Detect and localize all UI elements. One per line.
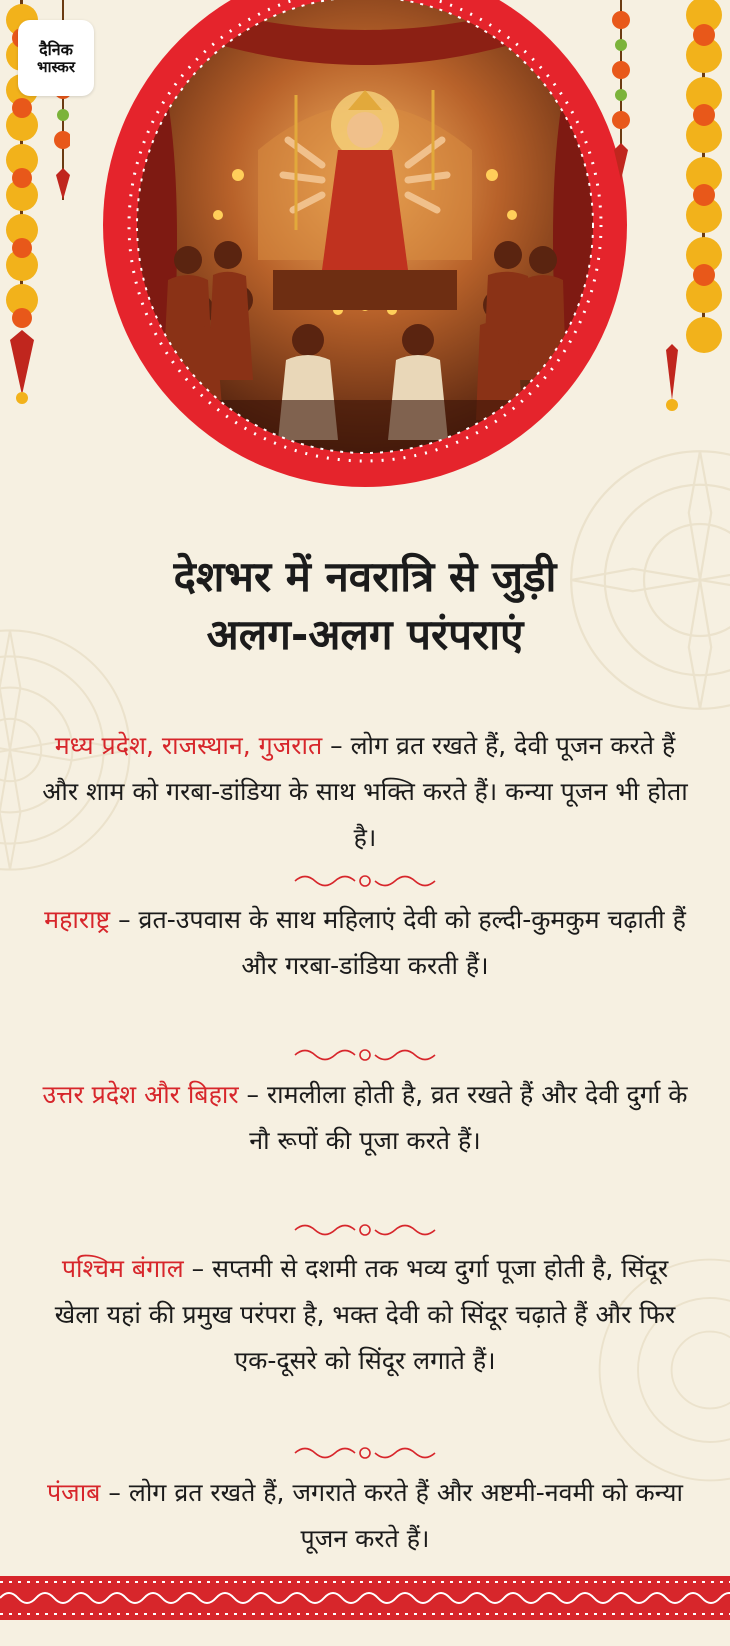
region-name: पश्चिम बंगाल (61, 1254, 184, 1283)
tradition-text: – व्रत-उपवास के साथ महिलाएं देवी को हल्दी-कुमकुम चढ़ाती हैं और गरबा-डांडिया करती हैं। (118, 905, 686, 980)
ornamental-divider (290, 870, 440, 892)
logo-line-1: दैनिक (39, 39, 73, 59)
tradition-section (40, 1246, 690, 1384)
logo-line-2: भास्कर (37, 57, 75, 76)
dainik-bhaskar-logo (18, 20, 94, 96)
tradition-text: – लोग व्रत रखते हैं, देवी पूजन करते हैं और शाम को गरबा-डांडिया के साथ भक्ति करते हैं। कन्या पूजन भी होता है। (42, 731, 688, 852)
bottom-decorative-band (0, 1576, 730, 1620)
page-title (0, 548, 730, 664)
tradition-section (40, 723, 690, 861)
marigold-garland-right (606, 0, 730, 420)
tradition-section (40, 897, 690, 989)
tradition-text: – लोग व्रत रखते हैं, जगराते करते हैं और अष्टमी-नवमी को कन्या पूजन करते हैं। (108, 1478, 684, 1553)
page-title-line-2: अलग-अलग परंपराएं (206, 610, 524, 659)
ornamental-divider (290, 1044, 440, 1066)
page-title-line-1: देशभर में नवरात्रि से जुड़ी (173, 552, 557, 601)
tradition-text: – सप्तमी से दशमी तक भव्य दुर्गा पूजा होती है, सिंदूर खेला यहां की प्रमुख परंपरा है, भक्त देवी को सिंदूर चढ़ाते हैं और फिर एक-दूसरे को सिंदूर लगाते हैं। (54, 1254, 676, 1375)
tradition-section (40, 1072, 690, 1164)
tradition-text: – रामलीला होती है, व्रत रखते हैं और देवी दुर्गा के नौ रूपों की पूजा करते हैं। (246, 1080, 688, 1155)
ornamental-divider (290, 1442, 440, 1464)
tradition-section (40, 1470, 690, 1562)
region-name: पंजाब (46, 1478, 101, 1507)
region-name: महाराष्ट्र (44, 905, 111, 934)
ornamental-divider (290, 1219, 440, 1241)
bottom-band-pattern (0, 1576, 730, 1620)
region-name: उत्तर प्रदेश और बिहार (42, 1080, 239, 1109)
region-name: मध्य प्रदेश, राजस्थान, गुजरात (54, 731, 323, 760)
durga-puja-illustration (88, 0, 642, 495)
